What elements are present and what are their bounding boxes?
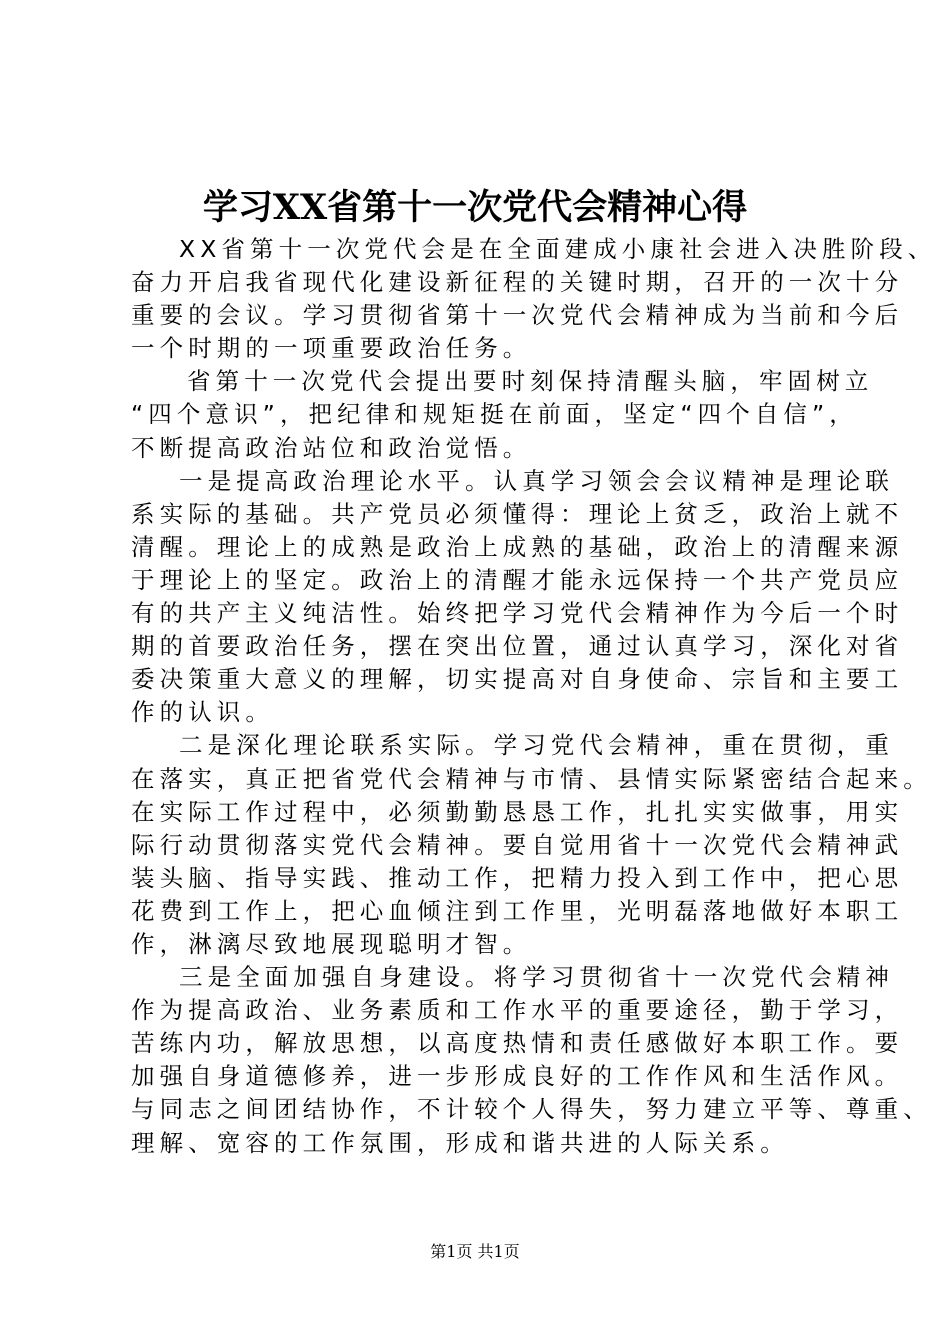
text-line: 花费到工作上，把心血倾注到工作里，光明磊落地做好本职工 bbox=[131, 896, 904, 925]
document-body bbox=[131, 233, 937, 1160]
text-line: 有的共产主义纯洁性。始终把学习党代会精神作为今后一个时 bbox=[131, 599, 904, 628]
text-line: 二是深化理论联系实际。学习党代会精神，重在贯彻，重 bbox=[179, 731, 894, 760]
document-title: 学习XX省第十一次党代会精神心得 bbox=[202, 187, 748, 228]
text-line: 在实际工作过程中，必须勤勤恳恳工作，扎扎实实做事，用实 bbox=[131, 797, 904, 826]
paragraph-point-one bbox=[131, 465, 904, 730]
text-line: 与同志之间团结协作，不计较个人得失，努力建立平等、尊重、 bbox=[131, 1095, 932, 1124]
page-number-footer: 第1页 共1页 bbox=[430, 1242, 520, 1261]
text-line: 一个时期的一项重要政治任务。 bbox=[131, 334, 532, 363]
paragraph-intro bbox=[131, 233, 937, 365]
text-line: 苦练内功，解放思想，以高度热情和责任感做好本职工作。要 bbox=[131, 1029, 904, 1058]
text-line: 系实际的基础。共产党员必须懂得：理论上贫乏，政治上就不 bbox=[131, 499, 904, 528]
text-line: 作为提高政治、业务素质和工作水平的重要途径，勤于学习， bbox=[131, 996, 904, 1025]
paragraph-point-three bbox=[131, 961, 932, 1160]
text-line: 清醒。理论上的成熟是政治上成熟的基础，政治上的清醒来源 bbox=[131, 532, 904, 561]
text-line: 加强自身道德修养，进一步形成良好的工作作风和生活作风。 bbox=[131, 1062, 904, 1091]
text-line: 不断提高政治站位和政治觉悟。 bbox=[131, 433, 532, 462]
text-line: 奋力开启我省现代化建设新征程的关键时期，召开的一次十分 bbox=[131, 268, 904, 297]
text-line: 装头脑、指导实践、推动工作，把精力投入到工作中，把心思 bbox=[131, 863, 904, 892]
text-line: 重要的会议。学习贯彻省第十一次党代会精神成为当前和今后 bbox=[131, 301, 904, 330]
text-line: 一是提高政治理论水平。认真学习领会会议精神是理论联 bbox=[179, 466, 894, 495]
text-line: 在落实，真正把省党代会精神与市情、县情实际紧密结合起来。 bbox=[131, 764, 932, 793]
text-line: 于理论上的坚定。政治上的清醒才能永远保持一个共产党员应 bbox=[131, 565, 904, 594]
text-line: 委决策重大意义的理解，切实提高对自身使命、宗旨和主要工 bbox=[131, 665, 904, 694]
paragraph-point-two bbox=[131, 729, 932, 961]
text-line: 作，淋漓尽致地展现聪明才智。 bbox=[131, 929, 532, 958]
text-line: 际行动贯彻落实党代会精神。要自觉用省十一次党代会精神武 bbox=[131, 830, 904, 859]
text-line: 期的首要政治任务，摆在突出位置，通过认真学习，深化对省 bbox=[131, 632, 904, 661]
text-line: “四个意识”，把纪律和规矩挺在前面，坚定“四个自信”， bbox=[131, 400, 858, 429]
text-line: 理解、宽容的工作氛围，形成和谐共进的人际关系。 bbox=[131, 1128, 789, 1157]
text-line: 三是全面加强自身建设。将学习贯彻省十一次党代会精神 bbox=[179, 963, 894, 992]
text-line: XX省第十一次党代会是在全面建成小康社会进入决胜阶段、 bbox=[179, 235, 937, 263]
paragraph-requirements bbox=[131, 365, 874, 464]
text-line: 作的认识。 bbox=[131, 698, 274, 727]
text-line: 省第十一次党代会提出要时刻保持清醒头脑，牢固树立 bbox=[187, 367, 874, 396]
